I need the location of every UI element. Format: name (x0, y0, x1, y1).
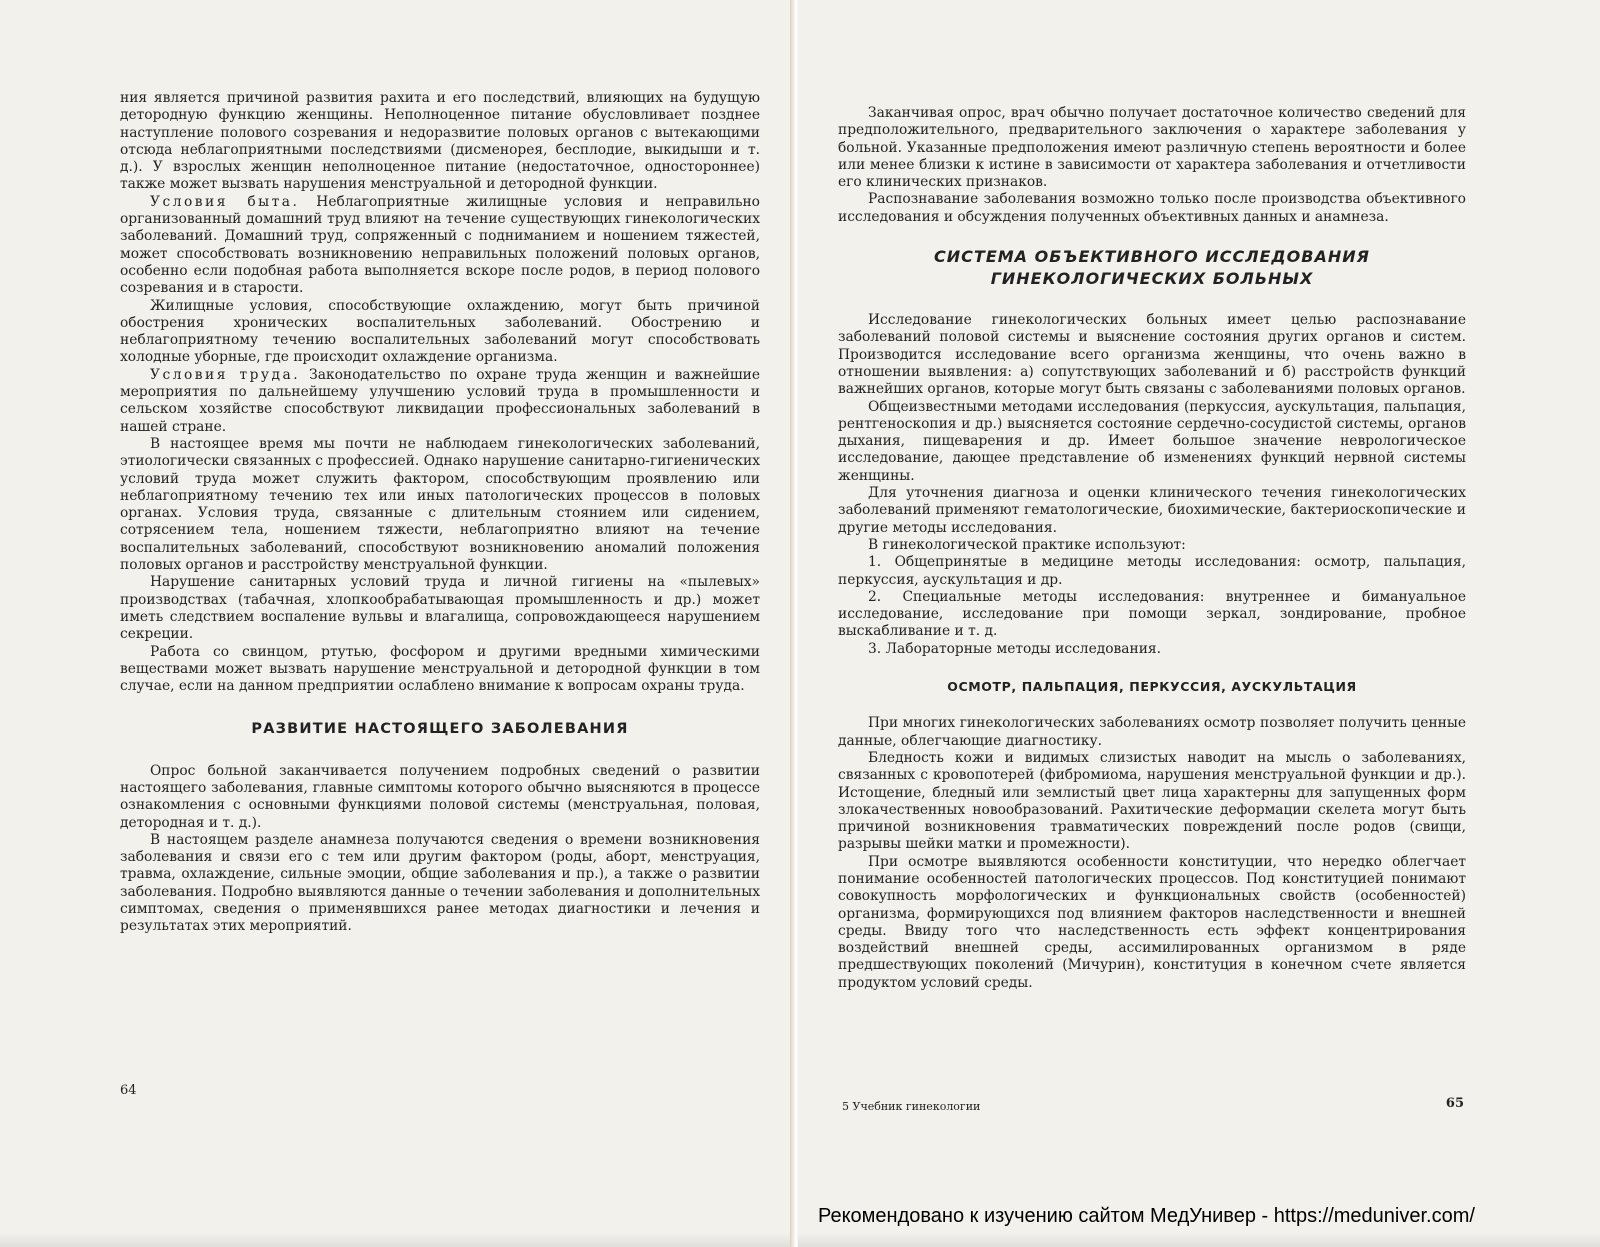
page-edge-shadow (798, 1233, 1600, 1247)
paragraph: Распознавание заболевания возможно только после производства объективного исследования и обсуждения полученных объективных данных и анамнеза. (838, 191, 1466, 225)
paragraph: В гинекологической практике используют: (868, 536, 1186, 553)
section-heading (838, 246, 1466, 290)
paragraph: ния является причиной развития рахита и его последствий, влияющих на будущую детородную функцию женщины. Неполноценное питание обусловливает позднее наступление полового созревания и недоразвитие половых органов с вытекающими отсюда неблагоприятными последствиями (дисменорея, бесплодие, выкидыши и т. д.). У взрослых женщин неполноценное питание (недостаточное, одностороннее) также может вызвать нарушения менструальной и детородной функции. (120, 90, 760, 193)
paragraph-text: Законодательство по охране труда женщин и важнейшие мероприятия по дальнейшему улучшению условий труда в промышленности и сельском хозяйстве способствуют ликвидации профессиональных заболеваний в нашей стране. (120, 366, 761, 435)
paragraph: При осмотре выявляются особенности конституции, что нередко облегчает понимание особенностей патологических процессов. Под конституцией понимают совокупность морфологических и функциональных свойств (особенностей) организма, формирующихся под влиянием факторов наследственности и внешней среды. Ввиду того что наследственность есть эффект концентрирования воздействий внешней среды, ассимилированных организмом в ряде предшествующих поколений (Мичурин), конституция в конечном счете является продуктом условий среды. (838, 853, 1466, 991)
page-number: 65 (1445, 1096, 1464, 1111)
paragraph: Бледность кожи и видимых слизистых наводит на мысль о заболеваниях, связанных с кровопотерей (фибромиома, нарушения менструальной функции и др.). Истощение, бледный или землистый цвет лица характерны для запущенных форм злокачественных новообразований. Рахитические деформации скелета могут быть причиной возникновения травматических повреждений после родов (свищи, разрывы шейки матки и промежности). (838, 749, 1466, 853)
right-text-column (838, 105, 1466, 992)
paragraph: Исследование гинекологических больных имеет целью распознавание заболеваний половой системы и выяснение состояния других органов и систем. Производится исследование всего организма женщины, что очень важно в отношении выявления: а) сопутствующих заболеваний и б) расстройств функций важнейших органов, которые могут быть связаны с заболеваниями половых органов. (838, 312, 1466, 398)
page-number: 64 (120, 1083, 137, 1098)
page-edge-shadow (0, 1233, 794, 1247)
paragraph: Для уточнения диагноза и оценки клинического течения гинекологических заболеваний применяют гематологические, биохимические, бактериоскопические и другие методы исследования. (838, 485, 1466, 536)
site-recommendation-watermark: Рекомендовано к изучению сайтом МедУнивер - https://meduniver.com/ (818, 1205, 1475, 1227)
subsection-heading: ОСМОТР, ПАЛЬПАЦИЯ, ПЕРКУССИЯ, АУСКУЛЬТАЦИЯ (947, 679, 1357, 695)
paragraph: Заканчивая опрос, врач обычно получает достаточное количество сведений для предположительного, предварительного заключения о характере заболевания у больной. Указанные предположения имеют различную степень вероятности и более или менее близки к истине в зависимости от характера заболевания и отчетливости его клинических признаков. (838, 105, 1466, 191)
run-in-heading: Условия труда. (150, 366, 301, 383)
left-text-column (120, 90, 760, 936)
list-item: 3. Лабораторные методы исследования. (868, 640, 1162, 657)
paragraph (120, 367, 760, 436)
paragraph: В настоящем разделе анамнеза получаются сведения о времени возникновения заболевания и связи его с тем или другим фактором (роды, аборт, менструация, травма, охлаждение, сильные эмоции, общие заболевания и пр.), а также о развитии заболевания. Подробно выявляются данные о течении заболевания и дополнительных симптомах, сведения о применявшихся ранее методах диагностики и лечения и результатах этих мероприятий. (120, 831, 760, 935)
paragraph: Работа со свинцом, ртутью, фосфором и другими вредными химическими веществами может вызвать нарушение менструальной и детородной функции в том случае, если на данном предприятии ослаблено внимание к вопросам охраны труда. (120, 643, 760, 695)
section-heading-line: ГИНЕКОЛОГИЧЕСКИХ БОЛЬНЫХ (990, 269, 1314, 289)
signature-mark: 5 Учебник гинекологии (842, 1100, 981, 1113)
list-item: 2. Специальные методы исследования: внутреннее и бимануальное исследование, исследование при помощи зеркал, зондирование, пробное выскабливание и т. д. (838, 588, 1466, 640)
paragraph: Общеизвестными методами исследования (перкуссия, аускультация, пальпация, рентгеноскопия и др.) выясняется состояние сердечно-сосудистой системы, органов дыхания, пищеварения и др. Имеет большое значение неврологическое исследование, дающее представление об изменениях функций нервной системы женщины. (838, 398, 1466, 484)
paragraph: Жилищные условия, способствующие охлаждению, могут быть причиной обострения хронических воспалительных заболеваний. Обострению и неблагоприятному течению воспалительных заболеваний могут способствовать холодные уборные, где происходит охлаждение организма. (120, 297, 760, 366)
left-page (0, 0, 795, 1247)
paragraph: Опрос больной заканчивается получением подробных сведений о развитии настоящего заболевания, главные симптомы которого обычно выясняются в процессе ознакомления с основными функциями половой системы (менструальная, половая, детородная и т. д.). (120, 762, 760, 831)
paragraph-text: Неблагоприятные жилищные условия и неправильно организованный домашний труд влияют на течение существующих гинекологических заболеваний. Домашний труд, сопряженный с подниманием и ношением тяжестей, может способствовать возникновению неправильных положений половых органов, особенно если подобная работа выполняется вскоре после родов, в период полового созревания и в старости. (120, 193, 760, 297)
section-heading: РАЗВИТИЕ НАСТОЯЩЕГО ЗАБОЛЕВАНИЯ (251, 721, 629, 738)
paragraph: Нарушение санитарных условий труда и личной гигиены на «пылевых» производствах (табачная, хлопкообрабатывающая промышленность и др.) может иметь следствием воспаление вульвы и влагалища, сопровождающееся нарушением секреции. (120, 574, 760, 643)
paragraph: В настоящее время мы почти не наблюдаем гинекологических заболеваний, этиологически связанных с профессией. Однако нарушение санитарно-гигиенических условий труда может служить фактором, способствующим проявлению или неблагоприятному течению тех или иных патологических процессов в половых органах. Условия труда, связанные с длительным стоянием или сидением, сотрясением тела, ношением тяжести, неблагоприятно влияют на течение воспалительных заболеваний, способствуют возникновению аномалий положения половых органов и расстройству менструальной функции. (120, 435, 760, 574)
paragraph: При многих гинекологических заболеваниях осмотр позволяет получить ценные данные, облегчающие диагностику. (838, 715, 1466, 749)
run-in-heading: Условия быта. (150, 193, 300, 210)
paragraph (120, 194, 760, 298)
section-heading-line: СИСТЕМА ОБЪЕКТИВНОГО ИССЛЕДОВАНИЯ (934, 247, 1370, 267)
list-item: 1. Общепринятые в медицине методы исследования: осмотр, пальпация, перкуссия, аускультация и др. (838, 554, 1466, 588)
